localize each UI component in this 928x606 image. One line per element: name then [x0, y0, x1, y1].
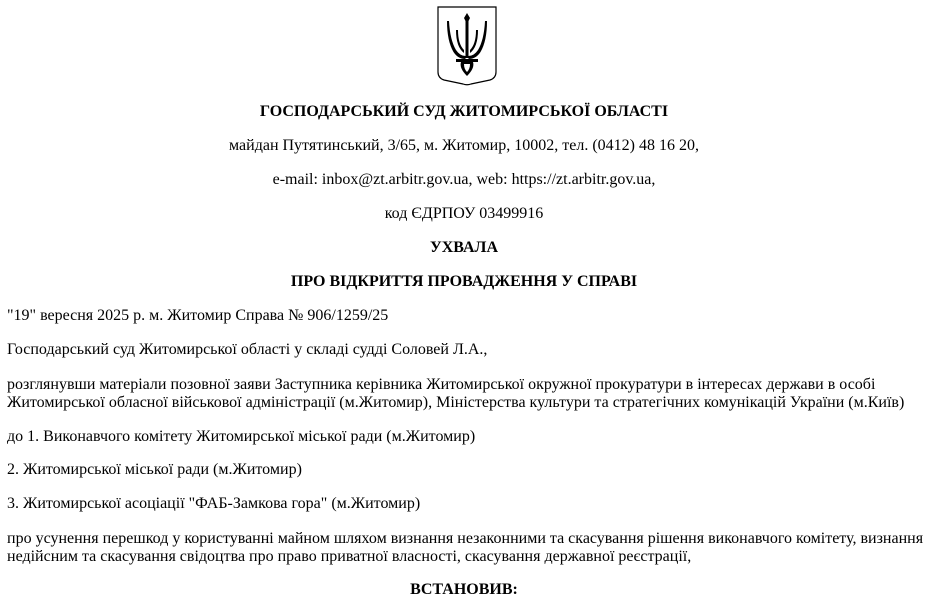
edrpou-code: код ЄДРПОУ 03499916: [384, 205, 544, 222]
date-and-case-line: "19" вересня 2025 р. м. Житомир Справа № 906/1259/25: [7, 307, 389, 324]
defendant-2: 2. Житомирської міської ради (м.Житомир): [7, 461, 302, 478]
court-contacts: e-mail: inbox@zt.arbitr.gov.ua, web: https://zt.arbitr.gov.ua,: [272, 171, 656, 188]
trident-coat-of-arms-icon: [437, 6, 497, 86]
court-address: майдан Путятинський, 3/65, м. Житомир, 10002, тел. (0412) 48 16 20,: [229, 137, 699, 154]
court-name: ГОСПОДАРСЬКИЙ СУД ЖИТОМИРСЬКОЇ ОБЛАСТІ: [259, 103, 669, 120]
claim-subject: про усунення перешкод у користуванні майном шляхом визнання незаконними та скасування рішення виконавчого комітету, визнання недійсним та скасування свідоцтва про право приватної власності, скасування державної реєстрації,: [7, 530, 924, 565]
defendant-3: 3. Житомирської асоціації "ФАБ-Замкова гора" (м.Житомир): [7, 495, 421, 512]
claim-introduction: розглянувши матеріали позовної заяви Заступника керівника Житомирської окружної прокуратури в інтересах держави в особі Житомирської обласної військової адміністрації (м.Житомир), Міністерства культури та стратегічних комунікацій України (м.Київ): [7, 376, 905, 411]
defendant-1: до 1. Виконавчого комітету Житомирської міської ради (м.Житомир): [7, 428, 476, 445]
document-type-title: УХВАЛА: [430, 239, 498, 256]
established-heading: ВСТАНОВИВ:: [410, 581, 518, 598]
court-composition: Господарський суд Житомирської області у складі судді Соловей Л.А.,: [7, 341, 488, 358]
document-subject-title: ПРО ВІДКРИТТЯ ПРОВАДЖЕННЯ У СПРАВІ: [290, 273, 638, 290]
